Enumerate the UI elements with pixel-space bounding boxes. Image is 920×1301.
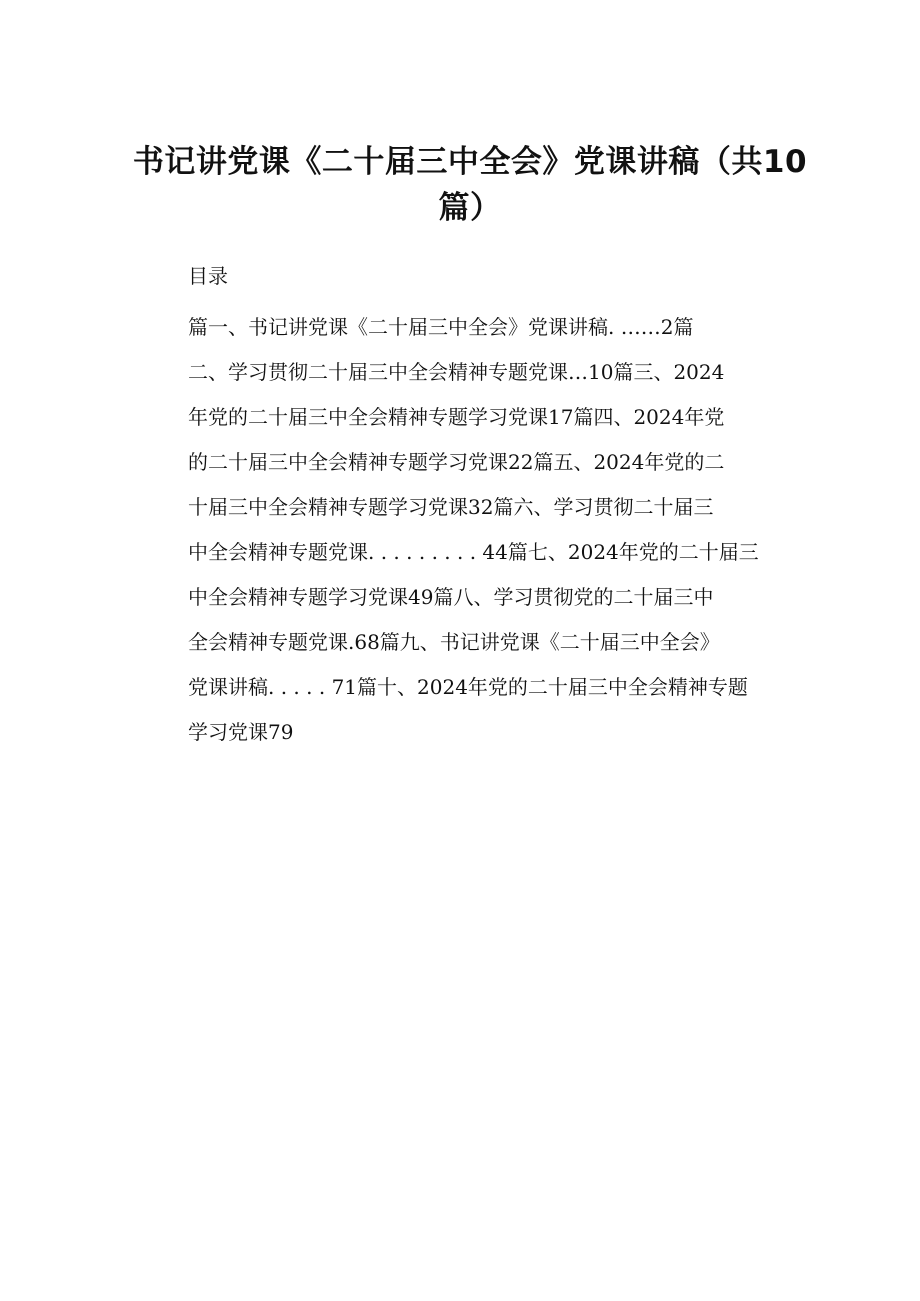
- toc-line: 年党的二十届三中全会精神专题学习党课17篇四、2024年党: [188, 405, 725, 429]
- toc-line: 中全会精神专题党课. . . . . . . . . 44篇七、2024年党的二十届三: [188, 540, 759, 564]
- toc-line: 中全会精神专题学习党课49篇八、学习贯彻党的二十届三中: [188, 585, 714, 609]
- toc-line: 党课讲稿. . . . . 71篇十、2024年党的二十届三中全会精神专题: [188, 675, 748, 699]
- toc-heading: 目录: [188, 264, 228, 288]
- toc-line: 学习党课79: [188, 720, 294, 744]
- toc-line: 的二十届三中全会精神专题学习党课22篇五、2024年党的二: [188, 450, 725, 474]
- document-title: 书记讲党课《二十届三中全会》党课讲稿（共10篇）: [132, 144, 808, 226]
- table-of-contents: [188, 305, 808, 755]
- toc-line: 十届三中全会精神专题学习党课32篇六、学习贯彻二十届三: [188, 495, 714, 519]
- toc-line: 全会精神专题党课.68篇九、书记讲党课《二十届三中全会》: [188, 630, 720, 654]
- toc-line: 篇一、书记讲党课《二十届三中全会》党课讲稿. ……2篇: [188, 315, 694, 339]
- toc-line: 二、学习贯彻二十届三中全会精神专题党课…10篇三、2024: [188, 360, 725, 384]
